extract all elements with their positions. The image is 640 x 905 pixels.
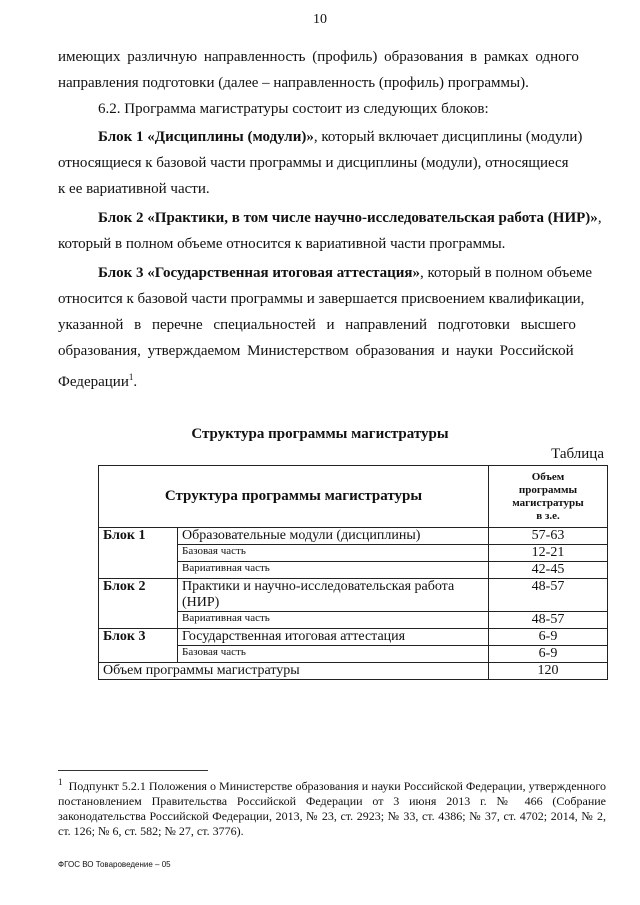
header-volume-line-2: программы [518, 483, 578, 496]
footnote-mark: 1 [58, 777, 63, 787]
paragraph-block1 [58, 124, 606, 202]
row-name: Вариативная часть [178, 562, 489, 579]
header-volume-line-1: Объем [531, 470, 565, 483]
paragraph-block2 [58, 205, 606, 257]
block-cell: Блок 1 [99, 528, 178, 579]
row-name: Вариативная часть [178, 612, 489, 629]
paragraph-6-2: 6.2. Программа магистратуры состоит из следующих блоков: [98, 101, 489, 117]
row-value: 6-9 [489, 646, 608, 663]
row-name: Государственная итоговая аттестация [178, 629, 489, 646]
block3-line-3: указанной в перечне специальностей и направлений подготовки высшего [58, 317, 576, 333]
header-volume-line-4: в з.е. [536, 509, 560, 522]
table-caption: Структура программы магистратуры [191, 426, 449, 442]
row-value: 12-21 [489, 545, 608, 562]
row-name: Образовательные модули (дисциплины) [178, 528, 489, 545]
block-cell: Блок 3 [99, 629, 178, 663]
table-row [99, 528, 608, 545]
paragraph-intro [58, 44, 606, 122]
intro-line-1: имеющих различную направленность (профиль) образования в рамках одного [58, 49, 579, 65]
page-number: 10 [313, 12, 327, 27]
row-value: 48-57 [489, 612, 608, 629]
total-label: Объем программы магистратуры [99, 663, 489, 680]
block1-rest: , который включает дисциплины (модули) [313, 129, 583, 145]
block3-line-5-end: . [133, 374, 138, 390]
block1-line-2: относящиеся к базовой части программы и дисциплины (модули), относящиеся [58, 155, 569, 171]
footnote-text: Подпункт 5.2.1 Положения о Министерстве образования и науки Российской Федерации, утвержденного постановлением Правительства Российской Федерации от 3 июня 2013 г. № 466 (Собрание законодательства Российской Федерации, 2013, № 23, ст. 2923; № 33, ст. 4386; № 37, ст. 4702; 2014, № 2, ст. 126; № 6, ст. 582; № 27, ст. 3776). [58, 779, 607, 838]
header-volume-line-3: магистратуры [512, 496, 584, 509]
table-label: Таблица [551, 446, 604, 462]
row-value: 48-57 [489, 579, 608, 612]
table-row [99, 629, 608, 646]
intro-line-2: направления подготовки (далее – направленность (профиль) программы). [58, 75, 529, 91]
block-cell: Блок 2 [99, 579, 178, 629]
block3-line-5: Федерации [58, 374, 129, 390]
row-value: 6-9 [489, 629, 608, 646]
row-value: 57-63 [489, 528, 608, 545]
block3-title: Блок 3 «Государственная итоговая аттестация» [98, 265, 421, 281]
header-structure: Структура программы магистратуры [99, 466, 489, 528]
block2-title: Блок 2 «Практики, в том числе научно-исследовательская работа (НИР)» [98, 210, 598, 226]
block3-line-4: образования, утверждаемом Министерством образования и науки Российской [58, 343, 574, 359]
program-structure-table [98, 465, 608, 680]
row-name: Базовая часть [178, 545, 489, 562]
block3-rest: , который в полном объеме [420, 265, 593, 281]
block2-rest: , [597, 210, 602, 226]
header-volume [489, 466, 608, 528]
table-total-row [99, 663, 608, 680]
page-footer: ФГОС ВО Товароведение – 05 [58, 860, 171, 869]
table-header-row [99, 466, 608, 528]
table-row [99, 579, 608, 612]
block3-line-2: относится к базовой части программы и завершается присвоением квалификации, [58, 291, 585, 307]
paragraph-block3 [58, 260, 606, 395]
block2-line-2: который в полном объеме относится к вариативной части программы. [58, 236, 506, 252]
block1-line-3: к ее вариативной части. [58, 181, 210, 197]
footnote-divider [58, 770, 208, 771]
row-name: Практики и научно-исследовательская работа (НИР) [178, 579, 489, 612]
block1-title: Блок 1 «Дисциплины (модули)» [98, 129, 314, 145]
row-name: Базовая часть [178, 646, 489, 663]
footnote [58, 775, 606, 839]
total-value: 120 [489, 663, 608, 680]
footnote-ref[interactable]: 1 [128, 372, 134, 382]
row-value: 42-45 [489, 562, 608, 579]
